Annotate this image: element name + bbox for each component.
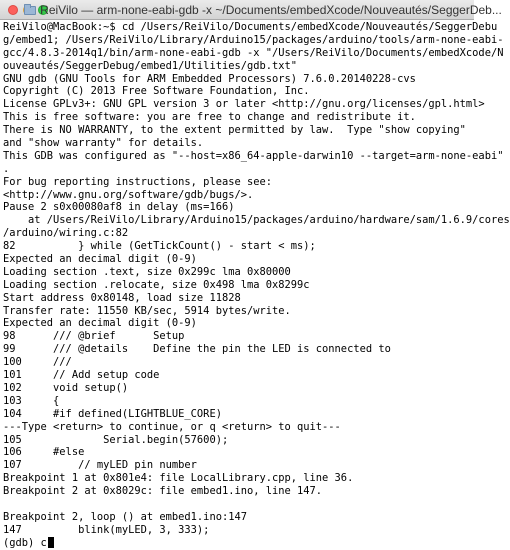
terminal-line	[3, 163, 474, 176]
terminal-line	[3, 201, 474, 214]
terminal-line-text: This GDB was configured as "--host=x86_64-apple-darwin10 --target=arm-none-eabi"	[3, 149, 504, 162]
terminal-output[interactable]	[0, 21, 510, 549]
terminal-line	[3, 240, 474, 253]
terminal-line-text: 107 // myLED pin number	[3, 459, 197, 472]
terminal-line-text: Loading section .relocate, size 0x498 lma 0x8299c	[3, 278, 310, 291]
terminal-line	[3, 305, 474, 318]
terminal-line	[3, 356, 474, 369]
window-title-container	[40, 0, 502, 20]
terminal-line	[3, 485, 474, 498]
terminal-line	[3, 266, 474, 279]
terminal-line	[3, 524, 474, 537]
terminal-line	[3, 459, 474, 472]
window-title: ReiVilo — arm-none-eabi-gdb -x ~/Documents/embedXcode/Nouveautés/SeggerDeb...	[40, 3, 502, 17]
terminal-line	[3, 227, 474, 240]
terminal-line-text: GNU gdb (GNU Tools for ARM Embedded Processors) 7.6.0.20140228-cvs	[3, 72, 416, 85]
terminal-line-text: Pause 2 s0x00080af8 in delay (ms=166)	[3, 201, 235, 214]
terminal-line-text: Loading section .text, size 0x299c lma 0x80000	[3, 265, 291, 278]
terminal-line	[3, 472, 474, 485]
close-button[interactable]	[8, 5, 18, 15]
terminal-line-text: ---Type <return> to continue, or q <return> to quit---	[3, 420, 341, 433]
terminal-line-text: gcc/4.8.3-2014q1/bin/arm-none-eabi-gdb -x "/Users/ReiVilo/Documents/embedXcode/N	[3, 46, 504, 59]
terminal-line	[3, 408, 474, 421]
title-bar[interactable]	[0, 0, 502, 20]
terminal-line-text: 106 #else	[3, 446, 85, 459]
terminal-line	[3, 511, 474, 524]
terminal-line	[3, 214, 510, 227]
terminal-line	[3, 21, 498, 34]
terminal-line-text: This is free software: you are free to change and redistribute it.	[3, 111, 416, 124]
terminal-line	[3, 85, 474, 98]
text-cursor	[48, 537, 54, 548]
terminal-line-text: License GPLv3+: GNU GPL version 3 or later <http://gnu.org/licenses/gpl.html>	[3, 98, 485, 111]
terminal-line-text: For bug reporting instructions, please see:	[3, 175, 272, 188]
terminal-line-text: 147 blink(myLED, 3, 333);	[3, 523, 210, 536]
terminal-line	[3, 395, 474, 408]
terminal-line-text: 82 } while (GetTickCount() - start < ms);	[3, 240, 316, 253]
terminal-line-text: at /Users/ReiVilo/Library/Arduino15/packages/arduino/hardware/sam/1.6.9/cores	[3, 214, 510, 227]
terminal-line	[3, 137, 474, 150]
terminal-line	[3, 189, 474, 202]
terminal-line-text: 98 /// @brief Setup	[3, 330, 185, 343]
terminal-line-text: Expected an decimal digit (0-9)	[3, 253, 197, 266]
terminal-line-text: Breakpoint 2 at 0x8029c: file embed1.ino, line 147.	[3, 485, 323, 498]
terminal-line-text: 103 {	[3, 394, 60, 407]
terminal-line-text: ReiVilo@MacBook:~$ cd /Users/ReiVilo/Documents/embedXcode/Nouveautés/SeggerDebu	[3, 21, 498, 33]
terminal-line	[3, 60, 474, 73]
terminal-line	[3, 73, 474, 86]
terminal-line	[3, 369, 474, 382]
terminal-line	[3, 317, 474, 330]
terminal-line-text: .	[3, 162, 10, 175]
terminal-line-text: Start address 0x80148, load size 11828	[3, 291, 241, 304]
terminal-line	[3, 111, 474, 124]
terminal-line-text: /arduino/wiring.c:82	[3, 227, 129, 240]
terminal-line-text: 100 ///	[3, 356, 72, 369]
terminal-line-text: Breakpoint 2, loop () at embed1.ino:147	[3, 510, 247, 523]
terminal-line	[3, 498, 474, 511]
terminal-line-text: and "show warranty" for details.	[3, 137, 204, 150]
terminal-line-text: (gdb) c	[3, 536, 47, 549]
terminal-line	[3, 382, 474, 395]
terminal-line-text: 104 #if defined(LIGHTBLUE_CORE)	[3, 407, 222, 420]
terminal-line-text: There is NO WARRANTY, to the extent permitted by law. Type "show copying"	[3, 124, 466, 137]
terminal-line	[3, 330, 474, 343]
terminal-line-text: 102 void setup()	[3, 381, 129, 394]
terminal-line-text: 99 /// @details Define the pin the LED is connected to	[3, 343, 391, 356]
terminal-line-text: 101 // Add setup code	[3, 369, 160, 382]
terminal-line	[3, 446, 474, 459]
terminal-line	[3, 343, 474, 356]
terminal-line	[3, 124, 474, 137]
folder-icon	[24, 6, 36, 15]
terminal-line-text: ouveautés/SeggerDebug/embed1/Utilities/gdb.txt"	[3, 59, 298, 72]
terminal-line	[3, 149, 504, 163]
terminal-line	[3, 98, 485, 111]
terminal-line	[3, 421, 474, 434]
terminal-line-text: 105 Serial.begin(57600);	[3, 433, 229, 446]
terminal-line	[3, 292, 474, 305]
terminal-line-text: Breakpoint 1 at 0x801e4: file LocalLibrary.cpp, line 36.	[3, 472, 354, 485]
terminal-line	[3, 537, 474, 550]
terminal-line	[3, 46, 504, 60]
terminal-line	[3, 33, 504, 47]
terminal-line-text: Expected an decimal digit (0-9)	[3, 317, 197, 330]
terminal-line-text: Copyright (C) 2013 Free Software Foundation, Inc.	[3, 85, 310, 98]
terminal-line	[3, 253, 474, 266]
terminal-line-text: <http://www.gnu.org/software/gdb/bugs/>.	[3, 188, 254, 201]
terminal-line	[3, 434, 474, 447]
terminal-line	[3, 176, 474, 189]
terminal-line-text: Transfer rate: 11550 KB/sec, 5914 bytes/write.	[3, 304, 291, 317]
terminal-line-text: g/embed1; /Users/ReiVilo/Library/Arduino15/packages/arduino/tools/arm-none-eabi-	[3, 33, 504, 46]
terminal-line	[3, 279, 474, 292]
